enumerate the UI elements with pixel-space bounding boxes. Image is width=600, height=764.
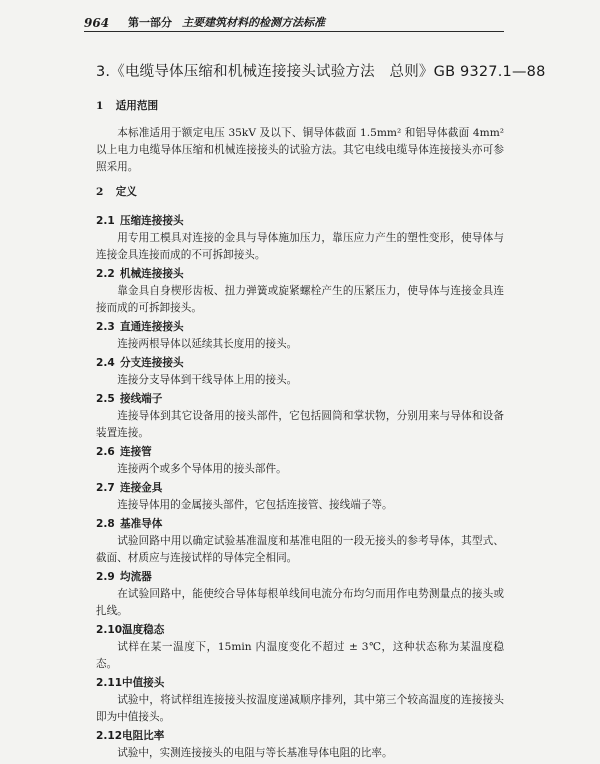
definition-number: 2.11 — [96, 677, 123, 689]
section-number: 1 — [96, 100, 104, 112]
definition-heading — [96, 675, 504, 692]
definition-term: 电阻比率 — [122, 730, 165, 742]
definition-heading — [96, 569, 504, 586]
section-heading-2 — [96, 184, 504, 201]
definition-term: 中值接头 — [122, 677, 165, 689]
definition-text: 连接两个或多个导体用的接头部件。 — [117, 463, 287, 475]
definition-number: 2.10 — [96, 624, 123, 636]
definition-heading — [96, 622, 504, 639]
definition-term: 温度稳态 — [122, 624, 165, 636]
definition-heading — [96, 266, 504, 283]
definition-text: 试验回路中用以确定试验基准温度和基准电阻的一段无接头的参考导体，其型式、截面、材质应与连接试样的导体完全相同。 — [96, 535, 504, 564]
definition-term: 压缩连接接头 — [120, 215, 184, 227]
page-number: 964 — [84, 16, 110, 30]
definition-number: 2.12 — [96, 730, 123, 742]
definition-heading — [96, 355, 504, 372]
definition-text: 用专用工模具对连接的金具与导体施加压力，靠压应力产生的塑性变形，使导体与连接金具连接而成的不可拆卸接头。 — [96, 232, 504, 261]
definition-text: 连接两根导体以延续其长度用的接头。 — [117, 338, 298, 350]
definition-term: 基准导体 — [120, 518, 163, 530]
definition-text: 靠金具自身楔形齿板、扭力弹簧或旋紧螺栓产生的压紧压力，使导体与连接金具连接而成的可拆卸接头。 — [96, 285, 504, 314]
definition-heading — [96, 480, 504, 497]
definition-number: 2.7 — [96, 482, 115, 494]
definition-text: 连接导体用的金属接头部件，它包括连接管、接线端子等。 — [117, 499, 393, 511]
document-body — [96, 98, 504, 764]
definition-number: 2.8 — [96, 518, 115, 530]
definition-heading — [96, 213, 504, 230]
definition-text: 试验中，实测连接接头的电阻与等长基准导体电阻的比率。 — [117, 747, 393, 759]
definition-term: 连接管 — [120, 446, 152, 458]
definition-number: 2.3 — [96, 321, 115, 333]
definition-text: 连接导体到其它设备用的接头部件，它包括圆筒和掌状物，分别用来与导体和设备装置连接。 — [96, 410, 504, 439]
header-part: 第一部分 — [128, 16, 172, 29]
section-number: 2 — [96, 186, 104, 198]
definition-number: 2.4 — [96, 357, 115, 369]
header-rule — [84, 31, 504, 32]
definition-term: 接线端子 — [120, 393, 163, 405]
section-heading-1 — [96, 98, 504, 115]
document-title: 3.《电缆导体压缩和机械连接接头试验方法 总则》GB 9327.1—88 — [96, 64, 546, 80]
definition-text: 连接分支导体到干线导体上用的接头。 — [117, 374, 298, 386]
definition-term: 连接金具 — [120, 482, 163, 494]
section-1-text: 本标准适用于额定电压 35kV 及以下、铜导体截面 1.5mm² 和铝导体截面 4mm² 以上电力电缆导体压缩和机械连接接头的试验方法。其它电线电缆导体连接接头亦可参照采用。 — [96, 127, 504, 173]
definition-term: 均流器 — [120, 571, 152, 583]
definition-text: 试样在某一温度下，15min 内温度变化不超过 ± 3℃，这种状态称为某温度稳态。 — [96, 641, 504, 670]
definition-text: 在试验回路中，能使绞合导体每根单线间电流分布均匀而用作电势测量点的接头或扎线。 — [96, 588, 504, 617]
definition-heading — [96, 516, 504, 533]
definition-heading — [96, 728, 504, 745]
definition-heading — [96, 444, 504, 461]
definition-number: 2.6 — [96, 446, 115, 458]
definition-heading — [96, 319, 504, 336]
definitions-list — [96, 213, 504, 762]
definition-heading — [96, 391, 504, 408]
definition-term: 分支连接接头 — [120, 357, 184, 369]
section-title: 定义 — [115, 186, 137, 198]
header-title: 主要建筑材料的检测方法标准 — [182, 16, 325, 29]
definition-number: 2.1 — [96, 215, 115, 227]
page-header — [84, 6, 504, 30]
definition-number: 2.5 — [96, 393, 115, 405]
section-title: 适用范围 — [115, 100, 159, 112]
definition-term: 机械连接接头 — [120, 268, 184, 280]
definition-term: 直通连接接头 — [120, 321, 184, 333]
definition-number: 2.2 — [96, 268, 115, 280]
definition-number: 2.9 — [96, 571, 115, 583]
definition-text: 试验中，将试样组连接接头按温度递减顺序排列，其中第三个较高温度的连接接头即为中值接头。 — [96, 694, 504, 723]
